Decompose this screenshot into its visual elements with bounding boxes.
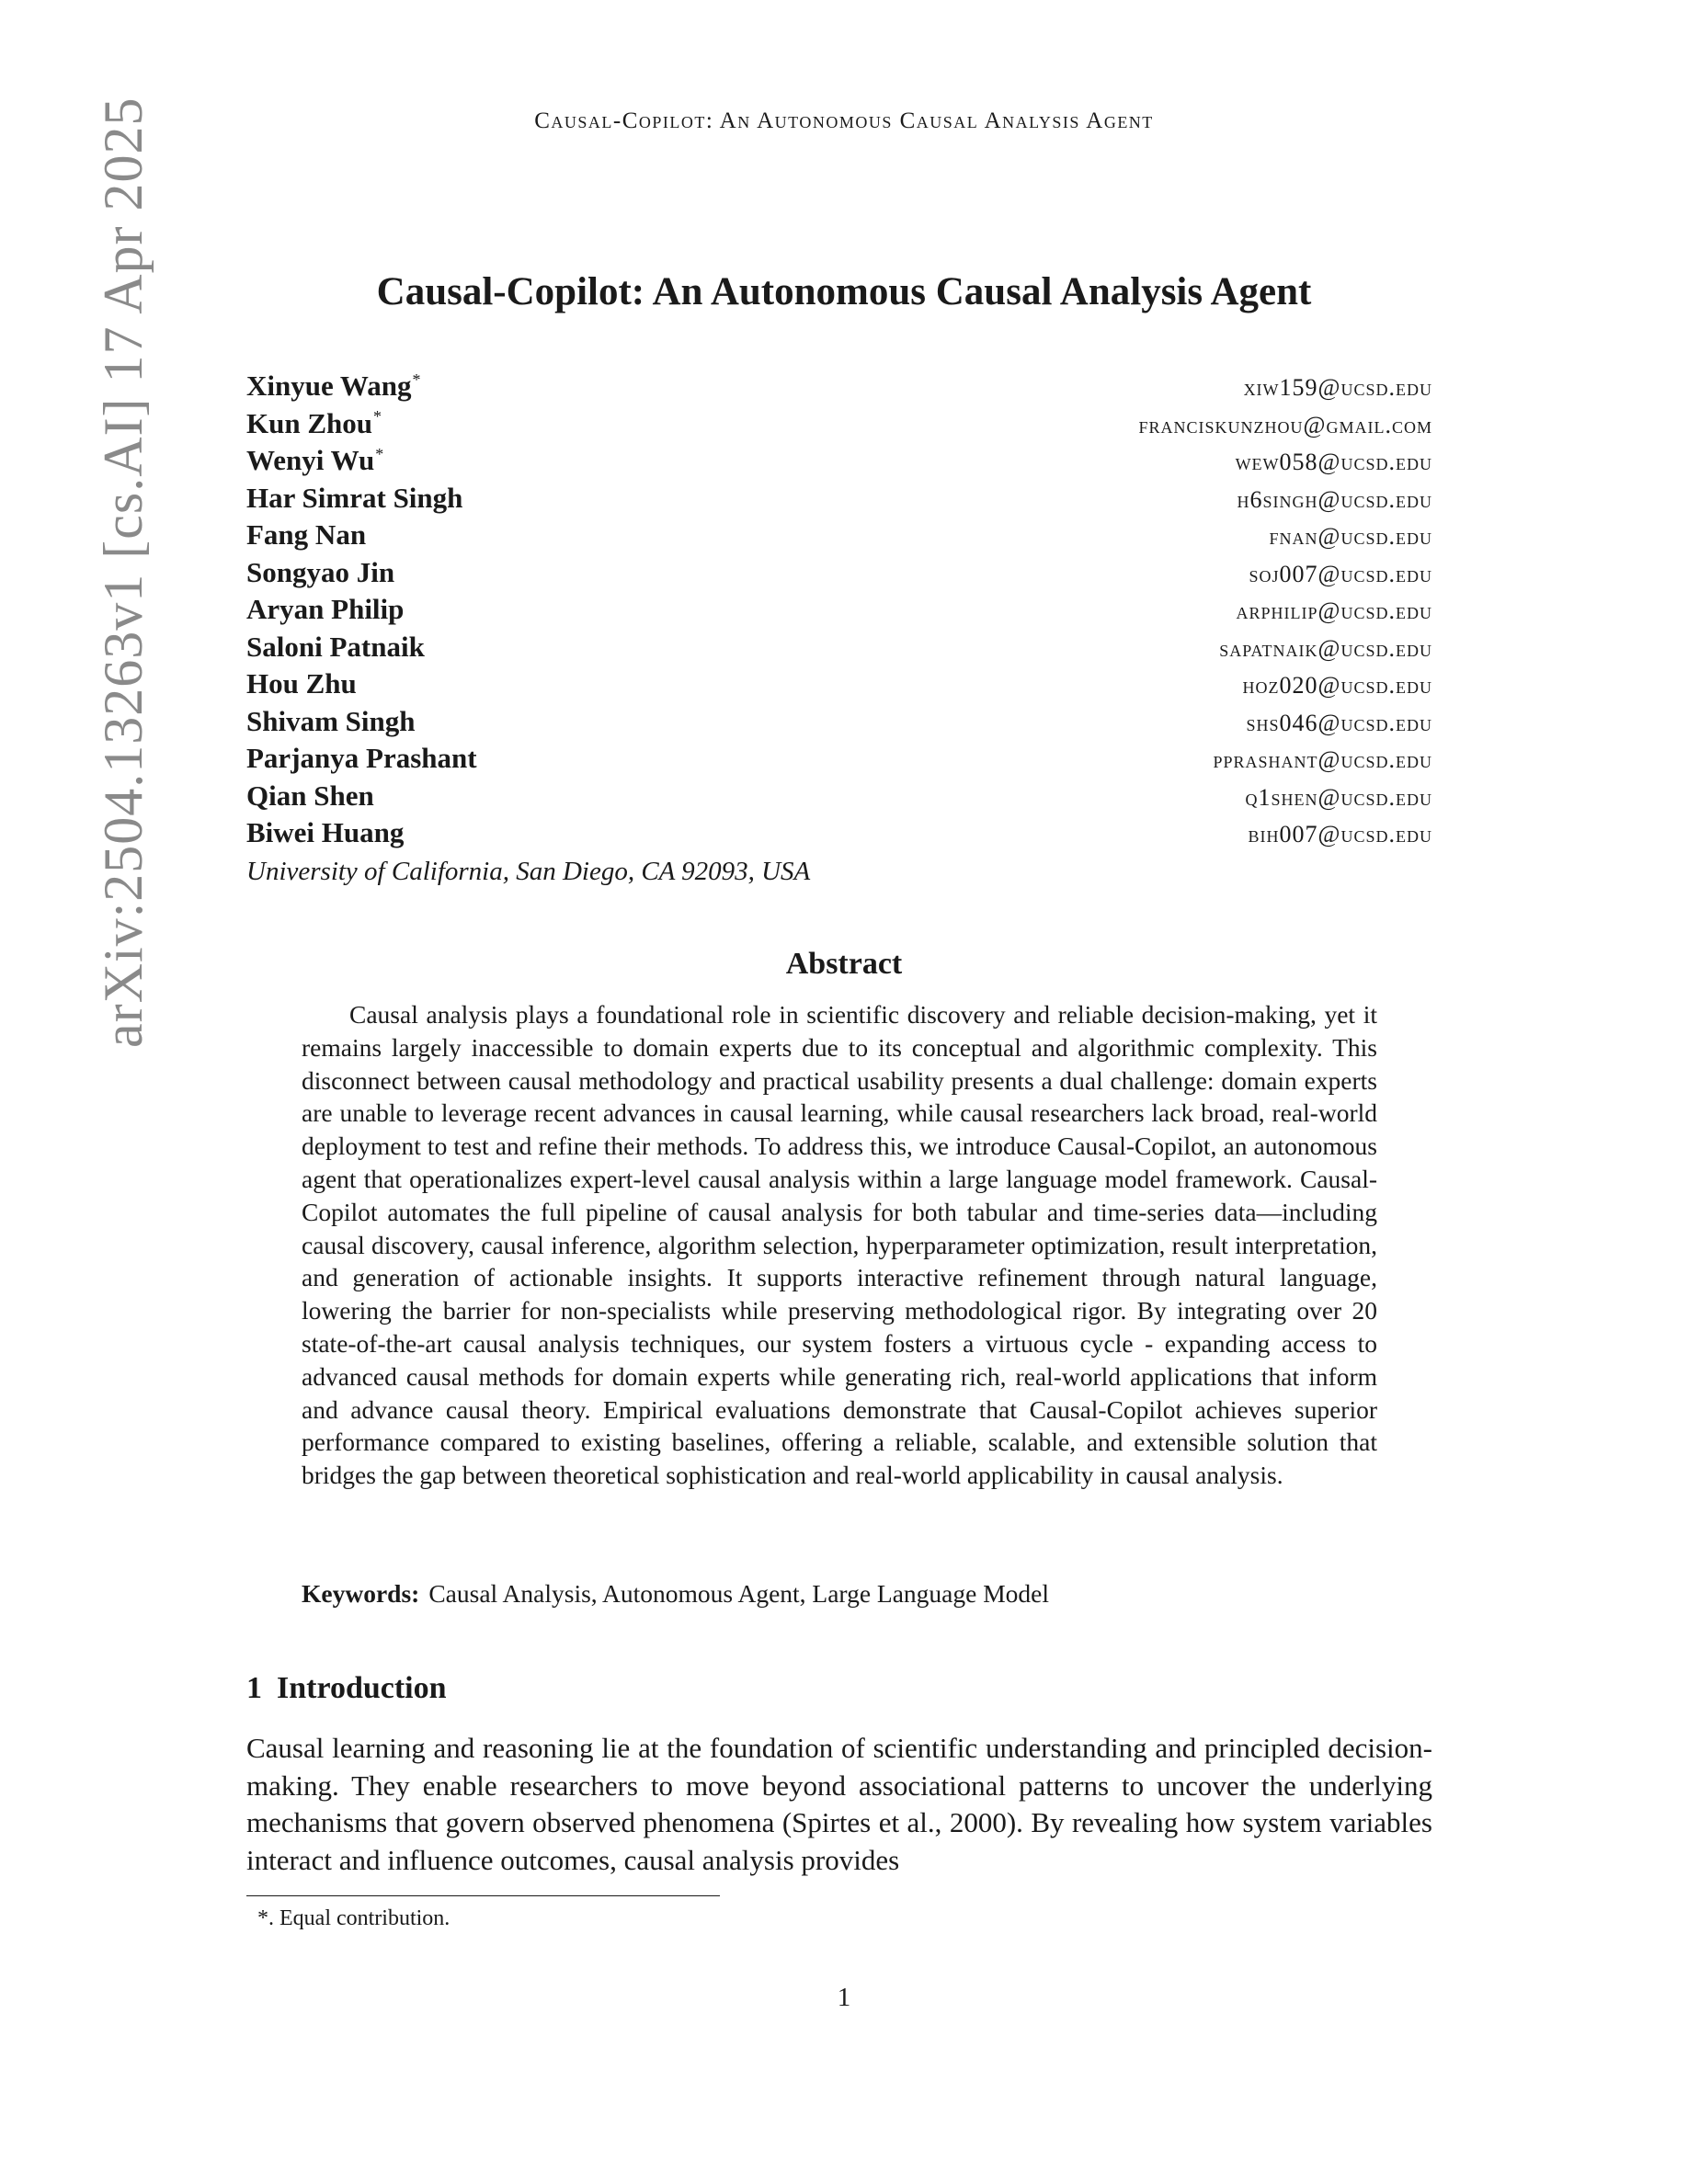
author-name: Aryan Philip — [246, 593, 405, 625]
keywords — [302, 1579, 1377, 1609]
author-name: Parjanya Prashant — [246, 742, 477, 774]
keywords-label: Keywords: — [302, 1579, 420, 1608]
author-email: pprashant@ucsd.edu — [1213, 746, 1432, 773]
author-row — [246, 593, 1432, 631]
author-name: Qian Shen — [246, 779, 374, 812]
author-row — [246, 518, 1432, 556]
page-number: 1 — [837, 1983, 851, 2012]
author-email: xiw159@ucsd.edu — [1243, 374, 1432, 401]
section-title: Introduction — [277, 1671, 447, 1705]
author-name: Biwei Huang — [246, 816, 405, 848]
author-email: hoz020@ucsd.edu — [1242, 672, 1432, 699]
author-row — [246, 779, 1432, 817]
keywords-text: Causal Analysis, Autonomous Agent, Large Language Model — [428, 1579, 1050, 1608]
author-row — [246, 816, 1432, 854]
author-row — [246, 556, 1432, 594]
author-name: Wenyi Wu* — [246, 444, 384, 476]
author-name: Songyao Jin — [246, 555, 395, 588]
author-list — [246, 370, 1432, 887]
author-email: arphilip@ucsd.edu — [1236, 597, 1432, 624]
author-email: fnan@ucsd.edu — [1269, 523, 1432, 550]
author-email: shs046@ucsd.edu — [1246, 709, 1432, 736]
author-name: Kun Zhou* — [246, 406, 382, 439]
author-name: Hou Zhu — [246, 667, 357, 700]
author-name: Har Simrat Singh — [246, 481, 463, 514]
paper-title: Causal-Copilot: An Autonomous Causal Analysis Agent — [376, 270, 1312, 313]
author-email: h6singh@ucsd.edu — [1237, 485, 1432, 513]
author-row — [246, 631, 1432, 668]
footnote-divider — [246, 1895, 720, 1896]
author-email: bih007@ucsd.edu — [1248, 821, 1432, 847]
author-row — [246, 742, 1432, 779]
affiliation: University of California, San Diego, CA 92093, USA — [246, 856, 811, 886]
author-name: Saloni Patnaik — [246, 630, 425, 663]
author-email: sapatnaik@ucsd.edu — [1219, 634, 1432, 662]
author-email: soj007@ucsd.edu — [1249, 560, 1432, 587]
footnote: *. Equal contribution. — [257, 1906, 451, 1930]
section-number: 1 — [246, 1671, 262, 1705]
author-row — [246, 667, 1432, 705]
author-name: Shivam Singh — [246, 704, 416, 737]
author-row — [246, 705, 1432, 743]
running-head: Causal-Copilot: An Autonomous Causal Analysis Agent — [534, 108, 1154, 133]
equal-contribution-mark: * — [373, 407, 382, 427]
author-row — [246, 370, 1432, 407]
author-email: wew058@ucsd.edu — [1235, 449, 1432, 475]
author-row — [246, 444, 1432, 482]
section-heading-introduction — [246, 1671, 447, 1706]
author-row — [246, 482, 1432, 519]
abstract-text: Causal analysis plays a foundational role in scientific discovery and reliable decision-making, yet it remains largely inaccessible to domain experts due to its conceptual and algorithmic complexity. This disconnect between causal methodology and practical usability presents a dual challenge: domain experts are unable to leverage recent advances in causal learning, while causal researchers lack broad, real-world deployment to test and refine their methods. To address this, we introduce Causal-Copilot, an autonomous agent that operationalizes expert-level causal analysis within a large language model framework. Causal-Copilot automates the full pipeline of causal analysis for both tabular and time-series data—including causal discovery, causal inference, algorithm selection, hyperparameter optimization, result interpretation, and generation of actionable insights. It supports interactive refinement through natural language, lowering the barrier for non-specialists while preserving methodological rigor. By integrating over 20 state-of-the-art causal analysis techniques, our system fosters a virtuous cycle - expanding access to advanced causal methods for domain experts while generating rich, real-world applications that inform and advance causal theory. Empirical evaluations demonstrate that Causal-Copilot achieves superior performance compared to existing baselines, offering a reliable, scalable, and extensible solution that bridges the gap between theoretical sophistication and real-world applicability in causal analysis. — [302, 1000, 1377, 1490]
author-email: franciskunzhou@gmail.com — [1138, 411, 1432, 438]
equal-contribution-mark: * — [375, 444, 384, 463]
introduction-text: Causal learning and reasoning lie at the foundation of scientific understanding and principled decision-making. They enable researchers to move beyond associational patterns to uncover the underlying mechanisms that govern observed phenomena (Spirtes et al., 2000). By revealing how system variables interact and influence outcomes, causal analysis provides — [246, 1732, 1432, 1876]
author-name: Xinyue Wang* — [246, 370, 421, 402]
author-email: q1shen@ucsd.edu — [1245, 783, 1432, 811]
abstract-heading: Abstract — [785, 947, 903, 981]
arxiv-identifier: arXiv:2504.13263v1 [cs.AI] 17 Apr 2025 — [93, 97, 154, 1048]
equal-contribution-mark: * — [412, 370, 421, 389]
author-row — [246, 407, 1432, 445]
author-name: Fang Nan — [246, 518, 367, 551]
